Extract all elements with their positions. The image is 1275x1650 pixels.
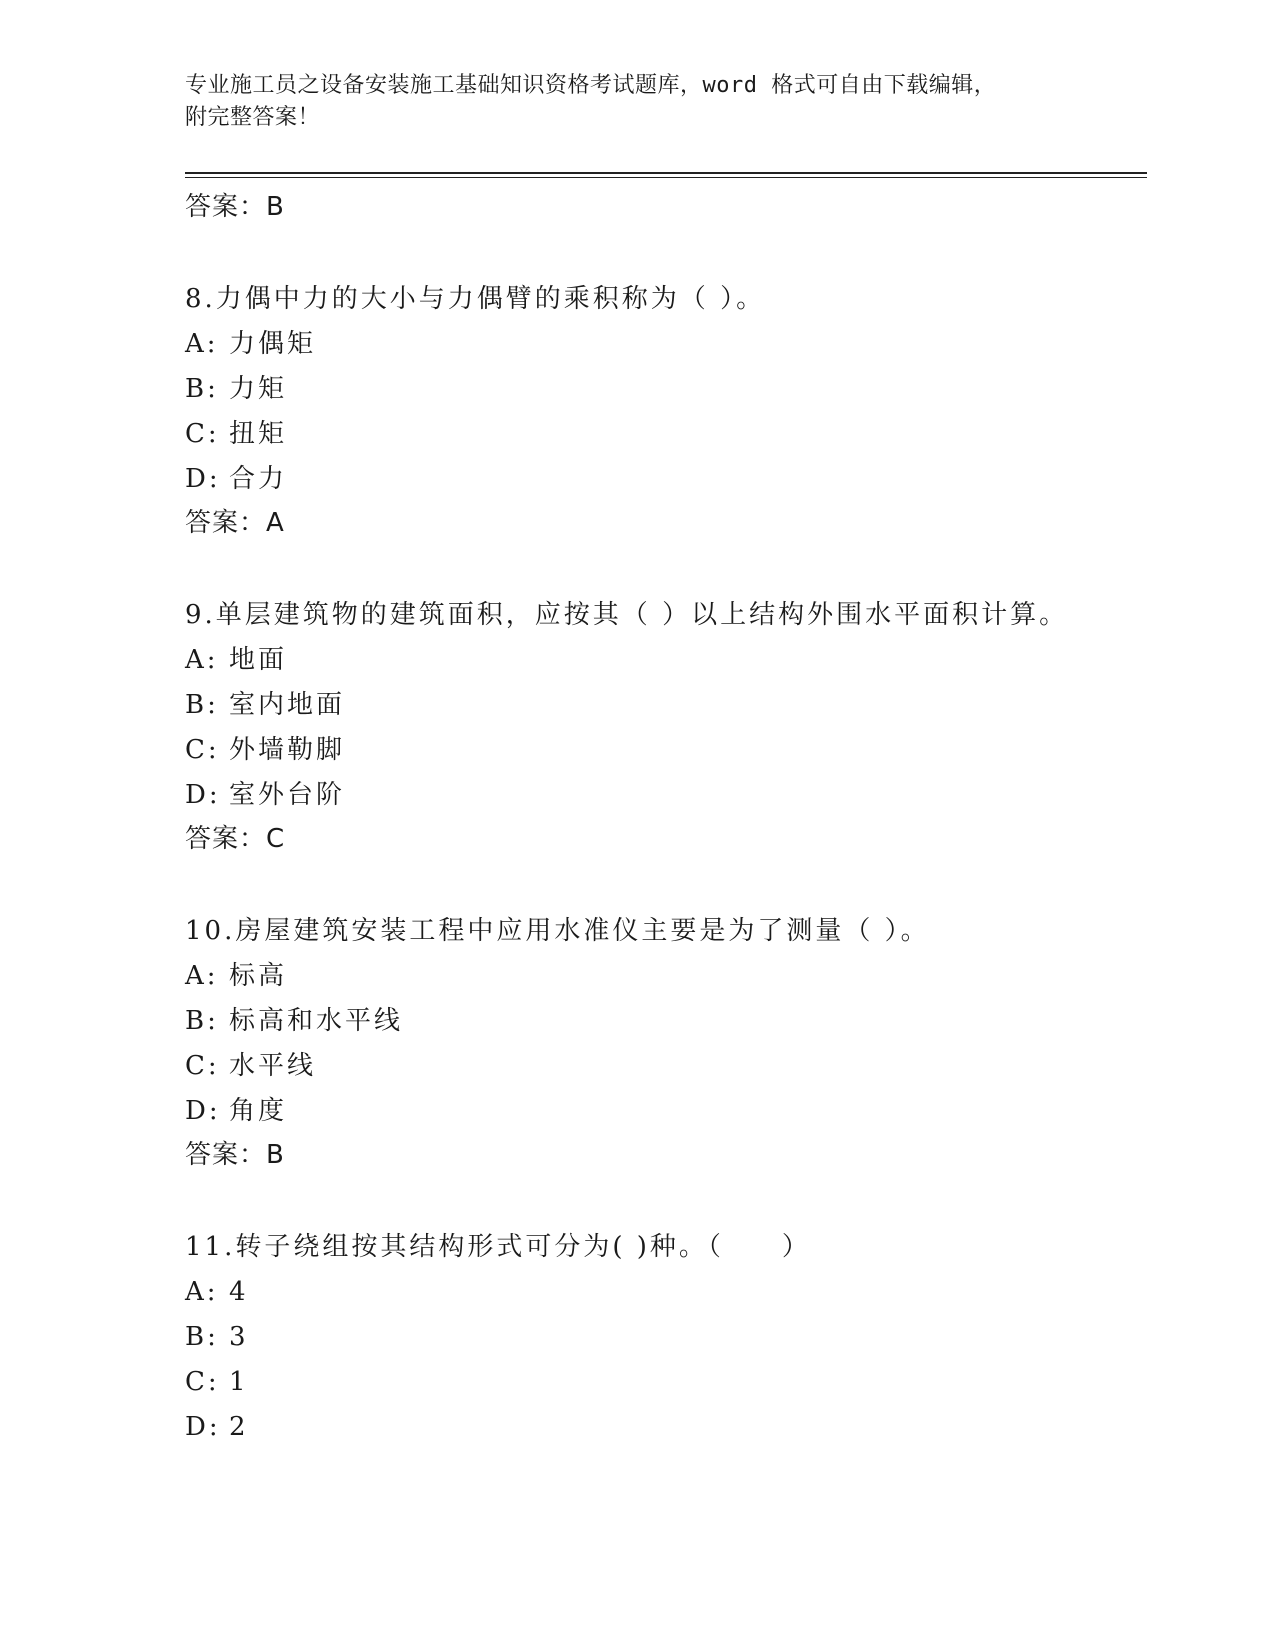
option-text: 室外台阶 <box>229 780 346 810</box>
option-text: 4 <box>229 1277 249 1307</box>
option-key: A: <box>185 961 219 991</box>
option-key: B: <box>185 690 219 720</box>
option-text: 角度 <box>229 1096 288 1126</box>
option-a <box>185 643 1145 677</box>
option-key: A: <box>185 329 219 359</box>
document-page <box>185 70 1145 1455</box>
divider-thin-line <box>185 177 1147 178</box>
option-b <box>185 1004 1145 1038</box>
option-text: 1 <box>229 1367 249 1397</box>
option-c <box>185 417 1145 451</box>
question-stem: 9.单层建筑物的建筑面积，应按其（ ）以上结构外围水平面积计算。 <box>185 600 1069 630</box>
option-text: 2 <box>229 1412 249 1442</box>
option-d <box>185 1094 1145 1128</box>
option-d <box>185 1410 1145 1444</box>
option-c <box>185 733 1145 767</box>
option-a <box>185 327 1145 361</box>
option-key: B: <box>185 1006 219 1036</box>
header-divider <box>185 172 1147 178</box>
option-text: 标高和水平线 <box>229 1006 404 1036</box>
question-answer: 答案：A <box>185 508 285 538</box>
question-item <box>185 1230 1145 1444</box>
document-header <box>185 70 1145 134</box>
question-answer: 答案：B <box>185 1140 285 1170</box>
option-a <box>185 959 1145 993</box>
option-text: 力矩 <box>229 374 288 404</box>
option-key: D: <box>185 464 221 494</box>
question-stem: 8.力偶中力的大小与力偶臂的乘积称为（ ）。 <box>185 284 766 314</box>
header-line-2: 附完整答案！ <box>185 105 321 130</box>
option-key: C: <box>185 1051 220 1081</box>
option-key: A: <box>185 1277 219 1307</box>
option-a <box>185 1275 1145 1309</box>
option-key: D: <box>185 1096 221 1126</box>
option-text: 扭矩 <box>229 419 288 449</box>
question-answer: 答案：C <box>185 824 286 854</box>
question-stem: 10.房屋建筑安装工程中应用水准仪主要是为了测量（ ）。 <box>185 916 930 946</box>
option-d <box>185 778 1145 812</box>
option-b <box>185 1320 1145 1354</box>
option-key: B: <box>185 1322 219 1352</box>
option-b <box>185 372 1145 406</box>
option-key: C: <box>185 1367 220 1397</box>
option-text: 标高 <box>229 961 288 991</box>
question-item <box>185 598 1145 856</box>
option-c <box>185 1365 1145 1399</box>
option-text: 力偶矩 <box>229 329 317 359</box>
option-key: C: <box>185 419 220 449</box>
option-key: D: <box>185 780 221 810</box>
option-key: D: <box>185 1412 221 1442</box>
question-item <box>185 282 1145 540</box>
option-key: C: <box>185 735 220 765</box>
question-stem: 11.转子绕组按其结构形式可分为( )种。（ ） <box>185 1232 811 1262</box>
option-text: 水平线 <box>229 1051 317 1081</box>
option-text: 室内地面 <box>229 690 346 720</box>
option-text: 外墙勒脚 <box>229 735 346 765</box>
option-key: B: <box>185 374 219 404</box>
option-d <box>185 462 1145 496</box>
question-item <box>185 914 1145 1172</box>
option-c <box>185 1049 1145 1083</box>
previous-answer: 答案：B <box>185 192 285 222</box>
option-text: 3 <box>229 1322 249 1352</box>
option-text: 合力 <box>229 464 288 494</box>
option-key: A: <box>185 645 219 675</box>
option-b <box>185 688 1145 722</box>
header-line-1: 专业施工员之设备安装施工基础知识资格考试题库，word 格式可自由下载编辑， <box>185 73 997 98</box>
option-text: 地面 <box>229 645 288 675</box>
